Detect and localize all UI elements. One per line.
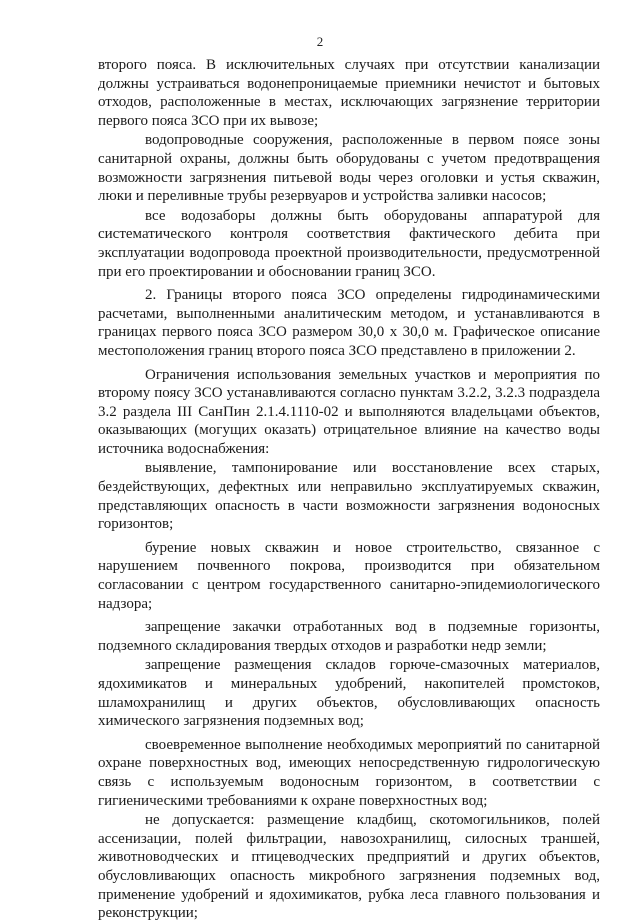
- paragraph-water-facilities: водопроводные сооружения, расположенные в первом поясе зоны санитарной охраны, должны быть оборудованы с учетом предотвращения возможности загрязнения питьевой воды через оголовки и устья скважин, люки и переливные трубы резервуаров и устройства заливки насосов;: [98, 132, 600, 205]
- document-body: [98, 56, 600, 924]
- list-item-drilling: бурение новых скважин и новое строительство, связанное с нарушением почвенного покрова, производится при обязательном согласовании с центром государственного санитарно-эпидемиологического надзора;: [98, 539, 600, 612]
- list-item-storage-ban: запрещение размещения складов горюче-смазочных материалов, ядохимикатов и минеральных удобрений, накопителей промстоков, шламохранилищ и других объектов, обусловливающих опасность химического загрязнения подземных вод;: [98, 657, 600, 730]
- paragraph-continuation: второго пояса. В исключительных случаях при отсутствии канализации должны устраиваться водонепроницаемые приемники нечистот и бытовых отходов, расположенные в местах, исключающих загрязнение территории первого пояса ЗСО при их вывозе;: [98, 57, 600, 129]
- list-item-surface-water: своевременное выполнение необходимых мероприятий по санитарной охране поверхностных вод, имеющих непосредственную гидрологическую связь с используемым водоносным горизонтом, в соответствии с гигиеническими требованиями к охране поверхностных вод;: [98, 736, 600, 809]
- list-item-injection-ban: запрещение закачки отработанных вод в подземные горизонты, подземного складирования твердых отходов и разработки недр земли;: [98, 619, 600, 654]
- paragraph-second-zone-boundaries: 2. Границы второго пояса ЗСО определены гидродинамическими расчетами, выполненными аналитическим методом, и устанавливаются в границах первого пояса ЗСО размером 30,0 х 30,0 м. Графическое описание местоположения границ второго пояса ЗСО представлено в приложении 2.: [98, 287, 600, 359]
- paragraph-land-use-restrictions: Ограничения использования земельных участков и мероприятия по второму поясу ЗСО устанавливаются согласно пунктам 3.2.2, 3.2.3 подраздела 3.2 раздела III СанПин 2.1.4.1110-02 и выполняются владельцами объектов, оказывающих (могущих оказать) отрицательное влияние на качество воды источника водоснабжения:: [98, 366, 600, 457]
- list-item-prohibited: не допускается: размещение кладбищ, скотомогильников, полей ассенизации, полей фильтрации, навозохранилищ, силосных траншей, животноводческих и птицеводческих предприятий и других объектов, обусловливающих опасность микробного загрязнения подземных вод, применение удобрений и ядохимикатов, рубка леса главного пользования и реконструкции;: [98, 812, 600, 922]
- paragraph-water-intakes: все водозаборы должны быть оборудованы аппаратурой для систематического контроля соответствия фактического дебита при эксплуатации водопровода проектной производительности, предусмотренной при его проектировании и обосновании границ ЗСО.: [98, 207, 600, 280]
- list-item-wells: выявление, тампонирование или восстановление всех старых, бездействующих, дефектных или неправильно эксплуатируемых скважин, представляющих опасность в части возможности загрязнения водоносных горизонтов;: [98, 460, 600, 533]
- page-number: 2: [316, 34, 324, 49]
